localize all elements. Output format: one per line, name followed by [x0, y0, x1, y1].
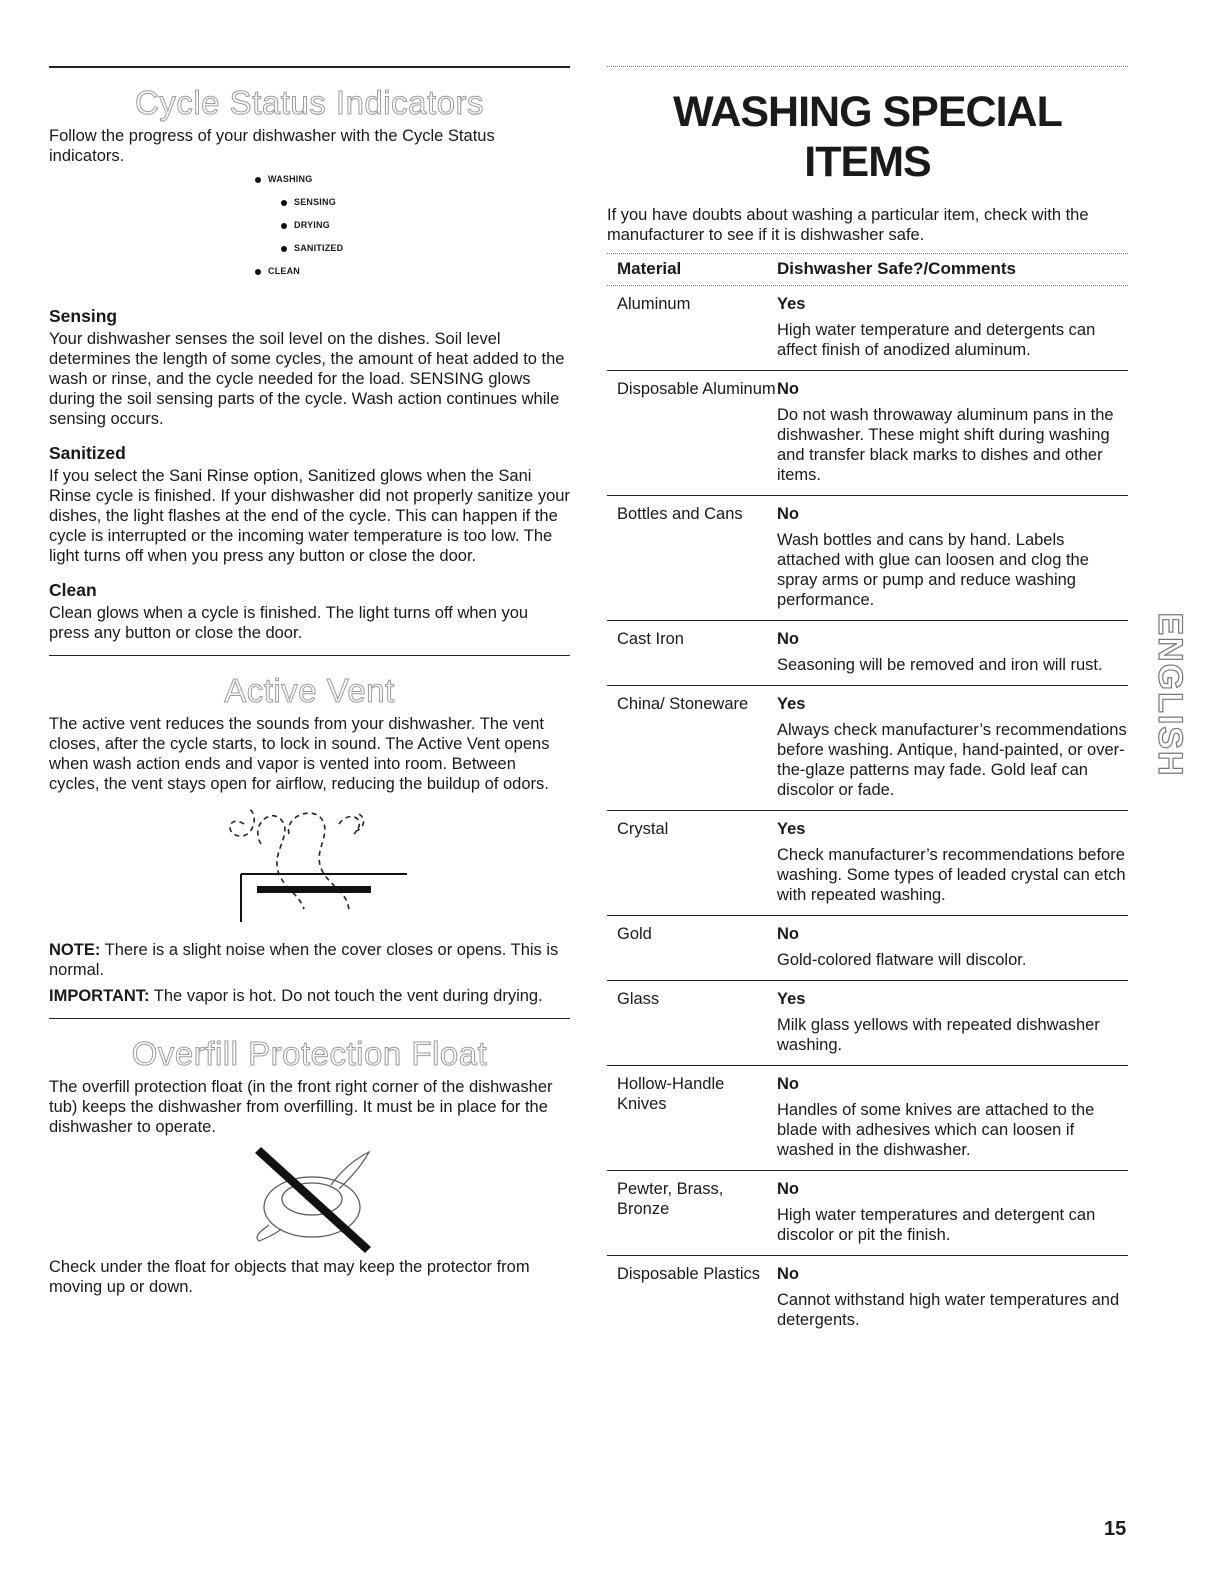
safe-value: No	[777, 505, 799, 523]
comment-cell	[777, 1264, 1128, 1330]
comment-cell	[777, 294, 1128, 360]
materials-table	[607, 286, 1128, 1340]
washing-special-title: WASHING SPECIAL ITEMS	[673, 88, 1062, 186]
comment-cell	[777, 924, 1128, 970]
indicator-dot-icon	[255, 269, 261, 275]
material-cell: Disposable Plastics	[617, 1265, 761, 1283]
indicator-dot-icon	[281, 246, 287, 252]
top-dotted-rule	[607, 66, 1128, 67]
indicator-dot-icon	[255, 177, 261, 183]
safe-value: Yes	[777, 695, 806, 713]
material-cell: Aluminum	[617, 295, 691, 313]
note-text: NOTE: There is a slight noise when the cover closes or opens. This is normal.	[49, 941, 559, 979]
sensing-text: Your dishwasher senses the soil level on the dishes. Soil level determines the length of some cycles, the amount of heat added to the wash or rinse, and the cycle needed for the load. SENSING glows during the soil sensing parts of the cycle. Wash action continues while sensing occurs.	[49, 330, 565, 428]
comment-cell	[777, 379, 1128, 485]
comment-cell	[777, 1074, 1128, 1160]
comment-text: Check manufacturer’s recommendations before washing. Some types of leaded crystal can etch with repeated washing.	[777, 846, 1126, 904]
comment-cell	[777, 504, 1128, 610]
cycle-status-title: Cycle Status Indicators	[135, 84, 484, 121]
comment-text: Wash bottles and cans by hand. Labels attached with glue can loosen and clog the spray arms or pump and reduce washing performance.	[777, 531, 1089, 609]
section-divider	[49, 655, 570, 656]
comment-text: Do not wash throwaway aluminum pans in the dishwasher. These might shift during washing and transfer black marks to dishes and other items.	[777, 406, 1114, 484]
safe-value: No	[777, 630, 799, 648]
table-row	[607, 1170, 1128, 1255]
safe-value: No	[777, 1180, 799, 1198]
side-tab-label: ENGLISH	[1151, 612, 1190, 778]
language-side-tab	[1151, 570, 1190, 820]
safe-value: Yes	[777, 820, 806, 838]
material-cell: Glass	[617, 990, 660, 1008]
indicator-drying: DRYING	[281, 220, 330, 230]
clean-text: Clean glows when a cycle is finished. The light turns off when you press any button or close the door.	[49, 604, 529, 642]
sanitized-heading: Sanitized	[49, 443, 126, 463]
sanitized-text: If you select the Sani Rinse option, Sanitized glows when the Sani Rinse cycle is finished. If your dishwasher did not properly sanitize your dishes, the light flashes at the end of the cycle. This can happen if the cycle is interrupted or the incoming water temperature is too low. The light turns off when you press any button or close the door.	[49, 467, 570, 565]
column-header-safe: Dishwasher Safe?/Comments	[777, 259, 1017, 278]
overfill-title: Overfill Protection Float	[131, 1035, 488, 1072]
table-row	[607, 620, 1128, 685]
comment-text: High water temperatures and detergent can discolor or pit the finish.	[777, 1206, 1096, 1244]
comment-text: Milk glass yellows with repeated dishwasher washing.	[777, 1016, 1100, 1054]
table-row	[607, 915, 1128, 980]
table-row	[607, 1065, 1128, 1170]
indicator-dot-icon	[281, 200, 287, 206]
material-cell: Pewter, Brass, Bronze	[617, 1180, 724, 1218]
safe-value: No	[777, 380, 799, 398]
overfill-text: The overfill protection float (in the front right corner of the dishwasher tub) keeps the dishwasher from overfilling. It must be in place for the dishwasher to operate.	[49, 1078, 553, 1136]
safe-value: Yes	[777, 295, 806, 313]
comment-text: High water temperature and detergents can affect finish of anodized aluminum.	[777, 321, 1096, 359]
comment-text: Handles of some knives are attached to the blade with adhesives which can loosen if washed in the dishwasher.	[777, 1101, 1095, 1159]
sensing-heading: Sensing	[49, 306, 118, 326]
comment-text: Seasoning will be removed and iron will rust.	[777, 656, 1103, 674]
safe-value: No	[777, 1075, 799, 1093]
table-row	[607, 370, 1128, 495]
section-divider	[49, 1018, 570, 1019]
indicator-sensing: SENSING	[281, 197, 336, 207]
table-row	[607, 810, 1128, 915]
comment-cell	[777, 1179, 1128, 1245]
washing-special-intro: If you have doubts about washing a particular item, check with the manufacturer to see if it is dishwasher safe.	[607, 206, 1089, 244]
material-cell: Bottles and Cans	[617, 505, 743, 523]
comment-text: Always check manufacturer’s recommendations before washing. Antique, hand-painted, or over-the-glaze patterns may fade. Gold leaf can discolor or fade.	[777, 721, 1127, 799]
column-header-material: Material	[617, 259, 682, 278]
comment-cell	[777, 989, 1128, 1055]
top-rule	[49, 66, 570, 68]
indicator-washing: WASHING	[255, 174, 312, 184]
vent-illustration	[49, 794, 570, 934]
table-row	[607, 980, 1128, 1065]
table-row	[607, 685, 1128, 810]
active-vent-text: The active vent reduces the sounds from your dishwasher. The vent closes, after the cycle starts, to lock in sound. The Active Vent opens when wash action ends and vapor is vented into room. Between cycles, the vent stays open for airflow, reducing the buildup of odors.	[49, 715, 550, 793]
table-row	[607, 286, 1128, 370]
comment-cell	[777, 694, 1128, 800]
comment-cell	[777, 819, 1128, 905]
float-illustration	[49, 1137, 570, 1257]
table-row	[607, 1255, 1128, 1340]
cycle-status-indicators	[49, 166, 570, 292]
material-cell: Gold	[617, 925, 652, 943]
safe-value: No	[777, 1265, 799, 1283]
important-text: IMPORTANT: The vapor is hot. Do not touch the vent during drying.	[49, 987, 543, 1005]
clean-heading: Clean	[49, 580, 97, 600]
material-cell: Crystal	[617, 820, 669, 838]
material-cell: Hollow-Handle Knives	[617, 1075, 725, 1113]
material-cell: Cast Iron	[617, 630, 684, 648]
vent-steam-icon	[49, 794, 570, 934]
overfill-float-icon	[49, 1137, 570, 1257]
indicator-sanitized: SANITIZED	[281, 243, 343, 253]
comment-text: Gold-colored flatware will discolor.	[777, 951, 1027, 969]
left-column	[49, 66, 570, 1297]
cycle-status-intro: Follow the progress of your dishwasher with the Cycle Status indicators.	[49, 127, 495, 165]
comment-text: Cannot withstand high water temperatures and detergents.	[777, 1291, 1120, 1329]
indicator-clean: CLEAN	[255, 266, 300, 276]
english-tab-icon	[1151, 570, 1190, 820]
material-cell: China/ Stoneware	[617, 695, 749, 713]
table-row	[607, 495, 1128, 620]
indicator-dot-icon	[281, 223, 287, 229]
table-header	[607, 254, 1128, 285]
active-vent-title: Active Vent	[224, 672, 395, 709]
comment-cell	[777, 629, 1128, 675]
overfill-check-text: Check under the float for objects that may keep the protector from moving up or down.	[49, 1258, 530, 1296]
right-column	[607, 66, 1128, 1340]
safe-value: No	[777, 925, 799, 943]
material-cell: Disposable Aluminum	[617, 380, 776, 398]
safe-value: Yes	[777, 990, 806, 1008]
page-number: 15	[1104, 1518, 1127, 1540]
